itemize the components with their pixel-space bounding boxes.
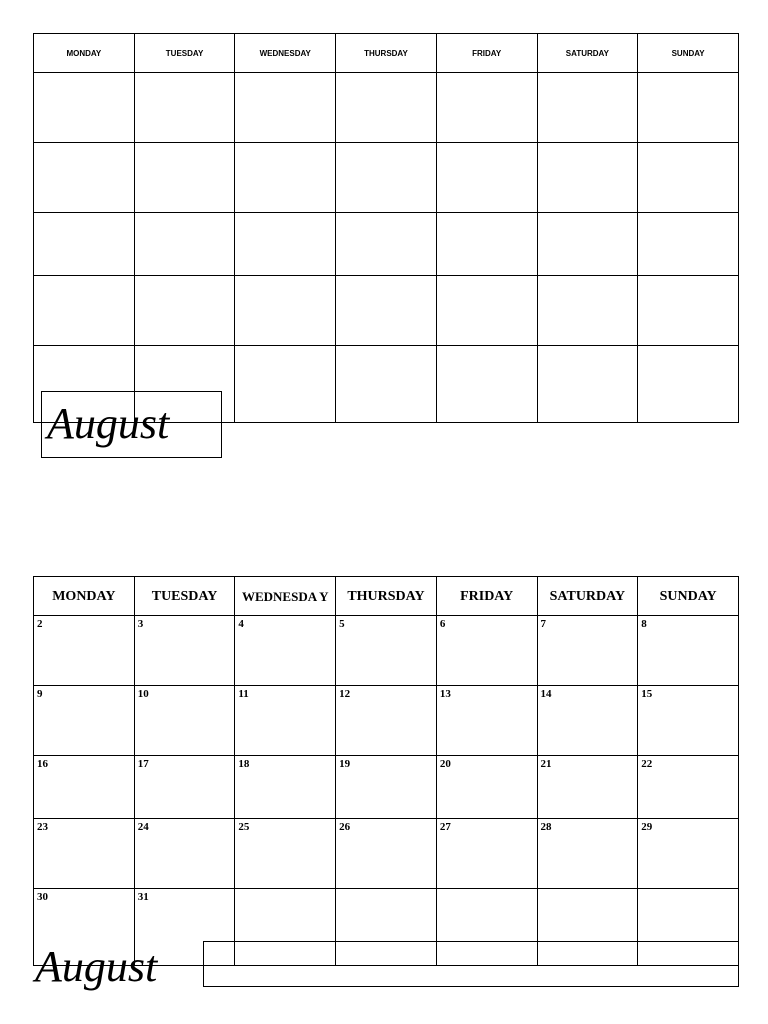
day-number: 5 [339,618,345,630]
day-cell [638,819,739,889]
day-cell [134,143,235,213]
day-cell [537,756,638,819]
day-number: 12 [339,688,351,700]
month-title: August [35,942,158,991]
day-cell [537,346,638,423]
week-row [34,756,739,819]
day-cell [537,276,638,346]
day-cell [134,819,235,889]
day-cell [235,276,336,346]
day-cell [235,346,336,423]
day-number: 10 [137,688,149,700]
day-number: 23 [37,821,48,833]
weekday-header: MONDAY [34,577,135,616]
day-cell [34,213,135,276]
day-number [437,889,537,891]
day-cell [537,686,638,756]
day-cell [134,686,235,756]
day-cell [34,756,135,819]
day-number: 30 [37,891,48,903]
day-cell [336,276,437,346]
day-number: 17 [137,758,149,770]
day-cell [235,143,336,213]
day-number [538,889,638,891]
calendar-grid-dated [33,576,739,966]
weekday-header: WEDNESDA Y [235,577,336,616]
day-number: 18 [238,758,250,770]
day-cell [638,143,739,213]
day-cell [436,73,537,143]
weekday-header: THURSDAY [336,577,437,616]
day-cell [336,819,437,889]
day-number [638,889,738,891]
day-number: 7 [540,618,547,630]
day-cell [436,346,537,423]
day-cell [436,213,537,276]
day-cell [134,276,235,346]
day-cell [235,819,336,889]
day-cell [436,819,537,889]
day-number: 4 [238,618,244,630]
day-number: 28 [540,821,552,833]
day-number [336,889,436,891]
day-number [235,889,335,891]
day-number: 20 [439,758,451,770]
day-cell [638,346,739,423]
day-number: 6 [439,618,446,630]
day-cell [34,276,135,346]
empty-textbox [203,941,739,987]
day-number: 29 [641,821,653,833]
day-number: 15 [641,688,653,700]
day-cell [134,756,235,819]
day-cell [336,346,437,423]
day-number: 27 [439,821,451,833]
day-cell [34,686,135,756]
weekday-header: TUESDAY [134,577,235,616]
day-cell [537,143,638,213]
day-cell [336,213,437,276]
weekday-header: SATURDAY [537,577,638,616]
day-number: 26 [339,821,351,833]
weekday-header: SUNDAY [638,577,739,616]
month-title: August [47,399,170,448]
day-cell [34,616,135,686]
week-row [34,819,739,889]
week-row [34,686,739,756]
day-cell [436,616,537,686]
day-cell [235,756,336,819]
day-cell [436,686,537,756]
day-number: 31 [137,891,149,903]
calendar-grid-blank [33,33,739,423]
weekday-header: TUESDAY [134,34,235,73]
day-cell [537,213,638,276]
day-number: 16 [37,758,48,770]
day-number: 22 [641,758,653,770]
day-number: 8 [641,618,647,630]
day-cell [436,276,537,346]
day-cell [34,819,135,889]
day-number: 2 [37,618,43,630]
weekday-header-row [34,34,739,73]
day-cell [34,73,135,143]
day-cell [638,213,739,276]
week-row [34,143,739,213]
day-number: 11 [238,688,249,700]
day-cell [34,143,135,213]
week-row [34,213,739,276]
week-row [34,276,739,346]
day-cell [537,819,638,889]
weekday-header: THURSDAY [336,34,437,73]
day-number: 13 [439,688,451,700]
weekday-header: FRIDAY [436,34,537,73]
weekday-header: MONDAY [34,34,135,73]
day-number: 19 [339,758,351,770]
weekday-header: FRIDAY [436,577,537,616]
day-cell [134,73,235,143]
day-cell [638,73,739,143]
day-cell [537,73,638,143]
day-cell [134,616,235,686]
day-number: 25 [238,821,250,833]
weekday-header: SUNDAY [638,34,739,73]
day-cell [436,756,537,819]
day-cell [638,276,739,346]
day-cell [638,686,739,756]
day-number: 9 [37,688,43,700]
weekday-header-row [34,577,739,616]
day-cell [436,143,537,213]
week-row [34,616,739,686]
day-cell [336,73,437,143]
day-cell [336,143,437,213]
day-cell [638,756,739,819]
day-cell [235,686,336,756]
day-cell [336,686,437,756]
day-cell [336,756,437,819]
day-cell [235,73,336,143]
weekday-header: WEDNESDAY [235,34,336,73]
day-cell [235,616,336,686]
day-cell [537,616,638,686]
day-cell [336,616,437,686]
day-number: 3 [137,618,144,630]
day-number: 14 [540,688,552,700]
day-number: 21 [540,758,552,770]
day-cell [134,213,235,276]
day-cell [638,616,739,686]
day-number: 24 [137,821,149,833]
weekday-header: SATURDAY [537,34,638,73]
day-cell [235,213,336,276]
week-row [34,73,739,143]
